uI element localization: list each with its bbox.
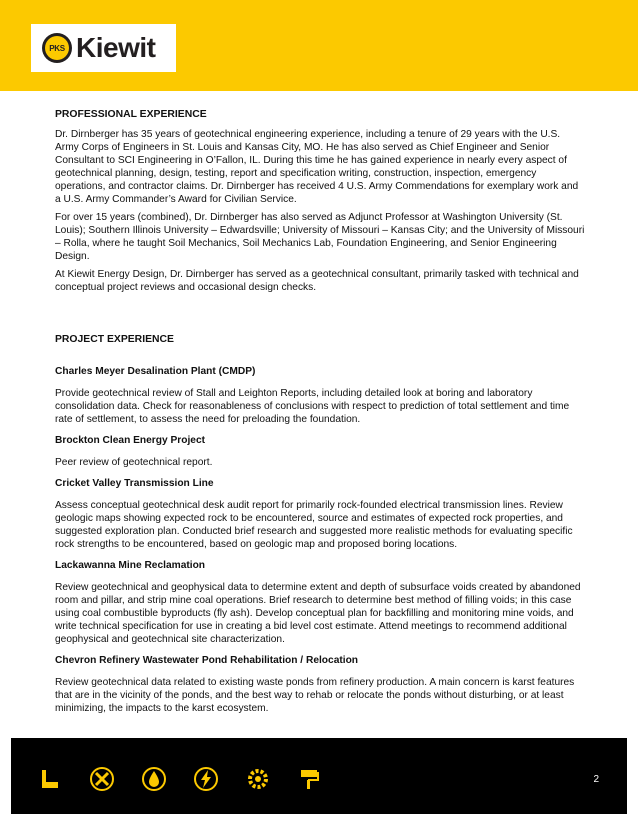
project-description: Assess conceptual geotechnical desk audit report for primarily rock-founded electrical transmission lines. Review geologic maps showing expected rock to be encountered, source and estimates of expected rock properties, and suggested exploration plan. Conducted brief research and suggested more realistic methods for evaluating specific rock strengths to be encountered, based on geologic map and proposed boring locations. <box>55 500 573 550</box>
brand-name: Kiewit <box>76 32 156 63</box>
project-title: Cricket Valley Transmission Line <box>55 478 214 489</box>
project-title: Lackawanna Mine Reclamation <box>55 560 206 571</box>
project-title: Charles Meyer Desalination Plant (CMDP) <box>55 366 256 377</box>
resume-content <box>55 108 585 723</box>
pks-seal-icon <box>42 33 72 63</box>
project-description: Review geotechnical and geophysical data to determine extent and depth of subsurface voids created by abandoned room and pillar, and strip mine coal operations. Brief research to determine best method of filling voids; in this case using coal combustible byproducts (fly ash). Develop conceptual plan for backfilling and monitoring mine voids, and write technical specification for use in creating a bid level cost estimate. Attend meetings to recommend additional geophysical and geotechnical site characterization. <box>55 582 581 645</box>
project-description: Provide geotechnical review of Stall and Leighton Reports, including detailed look at boring and laboratory consolidation data. Check for reasonableness of conclusions with respect to prediction of total settlement and time rate of settlement, to assess the need for preloading the foundation. <box>55 388 570 425</box>
footer-band <box>11 738 627 814</box>
pks-seal-text: PKS <box>45 36 69 60</box>
water-drop-icon <box>141 766 167 792</box>
gear-icon <box>245 766 271 792</box>
building-icon <box>37 766 63 792</box>
experience-paragraph: For over 15 years (combined), Dr. Dirnberger has also served as Adjunct Professor at Washington University (St. Louis); Southern Illinois University – Edwardsville; University of Missouri – Kansas City; and the University of Missouri – Rolla, where he taught Soil Mechanics, Soil Mechanics Lab, Foundation Engineering, and Senior Engineering Design. <box>55 212 585 262</box>
project-title: Brockton Clean Energy Project <box>55 435 206 446</box>
project-description: Review geotechnical data related to existing waste ponds from refinery production. A main concern is karst features that are in the vicinity of the ponds, and the best way to rehab or relocate the ponds without disturbing, or at least minimizing, the impacts to the karst ecosystem. <box>55 677 575 714</box>
experience-paragraph: At Kiewit Energy Design, Dr. Dirnberger has served as a geotechnical consultant, primarily tasked with technical and conceptual project reviews and occasional design checks. <box>55 269 579 293</box>
experience-paragraph: Dr. Dirnberger has 35 years of geotechnical engineering experience, including a tenure of 29 years with the U.S. Army Corps of Engineers in St. Louis and Kansas City, MO. He has also served as Chief Engineer and Senior Consultant to SCI Engineering in O’Fallon, IL. During this time he has gained experience in nearly every aspect of geotechnical planning, design, testing, report and specification writing, construction, inspection, emergency operations, and contractor claims. Dr. Dirnberger has received 4 U.S. Army Commendations for exemplary work and a U.S. Army Commander’s Award for Civilian Service. <box>55 129 579 205</box>
project-experience-heading: PROJECT EXPERIENCE <box>55 334 174 345</box>
page-number: 2 <box>593 774 599 785</box>
professional-experience-heading: PROFESSIONAL EXPERIENCE <box>55 109 207 120</box>
paint-roller-icon <box>297 766 323 792</box>
project-description: Peer review of geotechnical report. <box>55 457 213 468</box>
tools-icon <box>89 766 115 792</box>
kiewit-logo <box>31 24 176 72</box>
lightning-icon <box>193 766 219 792</box>
project-title: Chevron Refinery Wastewater Pond Rehabilitation / Relocation <box>55 655 359 666</box>
